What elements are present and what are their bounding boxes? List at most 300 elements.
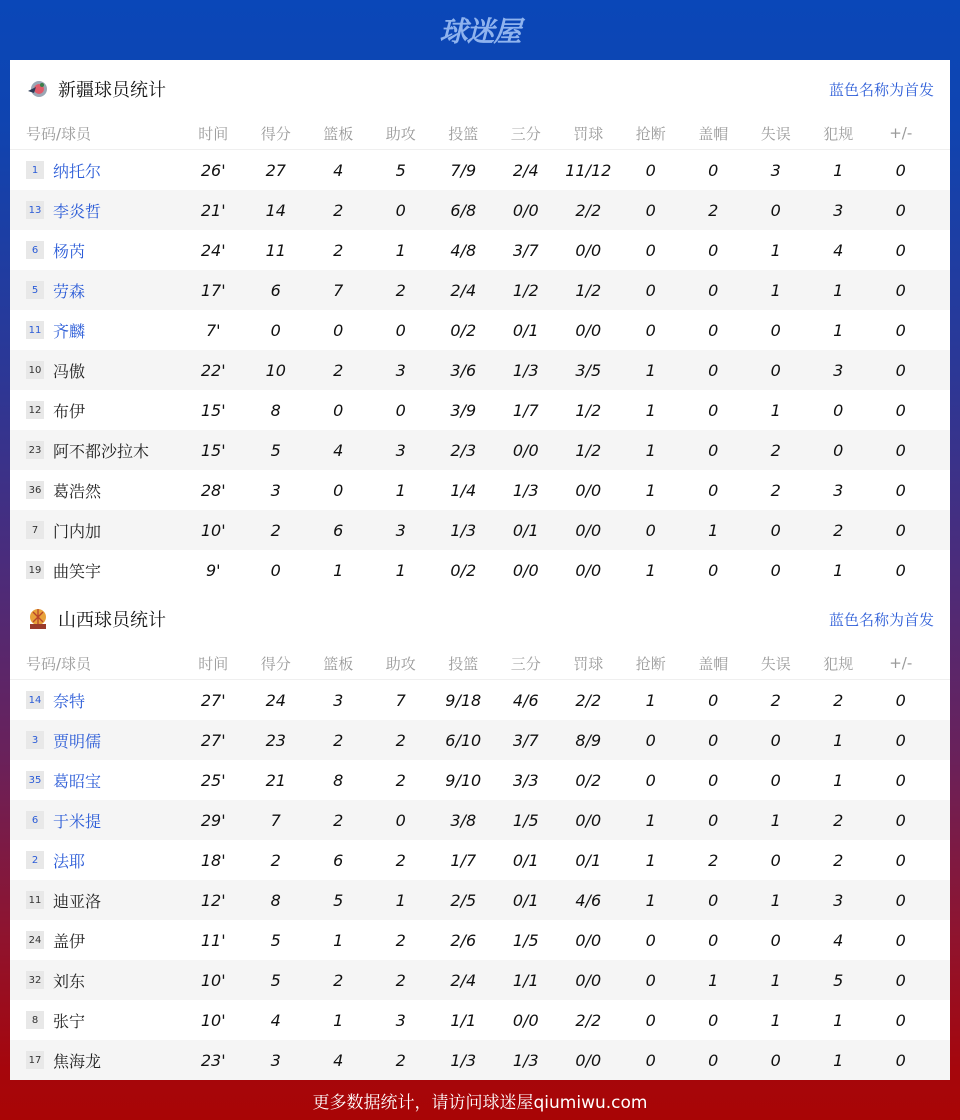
player-cell	[10, 519, 182, 542]
stat-cell: 3/8	[450, 810, 477, 830]
table-row[interactable]	[10, 720, 950, 760]
jersey-number-badge: 7	[26, 521, 44, 539]
stat-cell: 0	[833, 400, 844, 420]
table-row[interactable]	[10, 680, 950, 720]
stat-cell: 0	[645, 200, 656, 220]
stat-cell: 0/1	[512, 890, 539, 910]
stat-cell: 11	[265, 240, 286, 260]
stat-cell: 0	[770, 320, 781, 340]
player-name-link[interactable]: 曲笑宇	[53, 561, 102, 581]
stat-cell: 2	[770, 690, 781, 710]
stat-cell: 9/10	[445, 770, 482, 790]
stat-cell: 2	[270, 850, 281, 870]
stat-cell: 5	[270, 440, 281, 460]
player-name-link[interactable]: 葛浩然	[53, 481, 102, 501]
stat-cell: 1	[833, 280, 844, 300]
column-header: 得分	[260, 124, 291, 143]
stat-cell: 0	[645, 1010, 656, 1030]
stat-cell: 3	[770, 160, 781, 180]
stat-cell: 0	[895, 690, 906, 710]
player-cell	[10, 439, 182, 462]
jersey-number-badge: 12	[26, 401, 44, 419]
stat-cell: 1/4	[450, 480, 477, 500]
stat-cell: 1	[833, 730, 844, 750]
starter-legend-note: 蓝色名称为首发	[828, 80, 934, 99]
stat-cell: 9/18	[445, 690, 482, 710]
column-header: 盖帽	[698, 654, 729, 673]
stat-cell: 3	[395, 440, 406, 460]
player-cell	[10, 849, 182, 872]
stat-cell: 1/5	[512, 810, 539, 830]
stat-cell: 0	[645, 280, 656, 300]
player-name-link[interactable]: 纳托尔	[53, 161, 102, 181]
stat-cell: 7	[270, 810, 281, 830]
stat-cell: 0	[895, 200, 906, 220]
stat-cell: 1	[645, 480, 656, 500]
shanxi-team-logo-icon	[26, 607, 50, 631]
stat-cell: 4/8	[450, 240, 477, 260]
stat-cell: 2	[833, 810, 844, 830]
stat-cell: 2	[333, 730, 344, 750]
stat-cell: 0	[645, 970, 656, 990]
stat-cell: 0	[708, 240, 719, 260]
stat-cell: 0/0	[575, 560, 602, 580]
stat-cell: 0	[770, 930, 781, 950]
stat-cell: 1/5	[512, 930, 539, 950]
stat-cell: 1	[770, 970, 781, 990]
player-name-link[interactable]: 李炎哲	[53, 201, 102, 221]
jersey-number-badge: 3	[26, 731, 44, 749]
stat-cell: 0	[708, 320, 719, 340]
player-name-link[interactable]: 劳森	[53, 281, 86, 301]
stat-cell: 1	[708, 520, 719, 540]
team-panel-xinjiang	[10, 60, 950, 590]
stat-cell: 1	[645, 850, 656, 870]
stat-cell: 2	[770, 440, 781, 460]
stat-cell: 2/2	[575, 200, 602, 220]
stat-cell: 10'	[200, 1010, 226, 1030]
team-panel-shanxi	[10, 590, 950, 1080]
stat-cell: 0/0	[512, 560, 539, 580]
stat-cell: 4/6	[512, 690, 539, 710]
stat-cell: 0	[895, 160, 906, 180]
stat-cell: 0	[645, 520, 656, 540]
player-name-link[interactable]: 阿不都沙拉木	[53, 441, 150, 461]
stat-cell: 1	[770, 280, 781, 300]
column-header: 三分	[510, 654, 541, 673]
stat-cell: 1	[770, 810, 781, 830]
stat-cell: 3	[395, 1010, 406, 1030]
table-row[interactable]	[10, 550, 950, 590]
column-header: 得分	[260, 654, 291, 673]
stat-cell: 1	[770, 890, 781, 910]
stat-cell: 2	[395, 280, 406, 300]
jersey-number-badge: 14	[26, 691, 44, 709]
player-cell	[10, 159, 182, 182]
player-cell	[10, 239, 182, 262]
stat-cell: 0	[708, 160, 719, 180]
stat-cell: 2	[333, 360, 344, 380]
stat-cell: 0	[770, 560, 781, 580]
stat-cell: 0/2	[450, 320, 477, 340]
stat-cell: 5	[833, 970, 844, 990]
stat-cell: 27'	[200, 690, 226, 710]
stat-cell: 0	[895, 730, 906, 750]
jersey-number-badge: 11	[26, 891, 44, 909]
player-cell	[10, 729, 182, 752]
stat-cell: 0	[270, 560, 281, 580]
table-row[interactable]	[10, 800, 950, 840]
table-row[interactable]	[10, 430, 950, 470]
stat-cell: 0/0	[512, 200, 539, 220]
stat-cell: 0	[645, 160, 656, 180]
stat-cell: 0	[333, 400, 344, 420]
stat-cell: 0/2	[450, 560, 477, 580]
stat-cell: 0	[645, 730, 656, 750]
stat-cell: 2	[833, 520, 844, 540]
stat-cell: 0/0	[575, 1050, 602, 1070]
jersey-number-badge: 6	[26, 811, 44, 829]
stat-cell: 0	[833, 440, 844, 460]
stat-cell: 1/7	[450, 850, 477, 870]
stat-cell: 0	[395, 320, 406, 340]
stat-cell: 0	[645, 930, 656, 950]
stat-cell: 2	[395, 730, 406, 750]
stat-cell: 3	[395, 360, 406, 380]
player-cell	[10, 769, 182, 792]
table-row[interactable]	[10, 880, 950, 920]
stat-cell: 22'	[200, 360, 226, 380]
column-header: 号码/球员	[26, 654, 92, 673]
player-name-link[interactable]: 刘东	[53, 971, 86, 991]
stat-cell: 0	[708, 400, 719, 420]
stat-cell: 8/9	[575, 730, 602, 750]
stat-cell: 0/0	[575, 240, 602, 260]
table-header-row	[10, 648, 950, 680]
stat-cell: 0/0	[575, 930, 602, 950]
stat-cell: 2/2	[575, 690, 602, 710]
jersey-number-badge: 17	[26, 1051, 44, 1069]
player-name-link[interactable]: 葛昭宝	[53, 771, 102, 791]
stat-cell: 1	[395, 560, 406, 580]
stat-cell: 6/8	[450, 200, 477, 220]
column-header: 时间	[198, 124, 229, 143]
stat-cell: 23'	[200, 1050, 226, 1070]
player-cell	[10, 889, 182, 912]
stat-cell: 10'	[200, 970, 226, 990]
stat-cell: 1	[833, 1050, 844, 1070]
stat-cell: 3/3	[512, 770, 539, 790]
jersey-number-badge: 13	[26, 201, 44, 219]
stat-cell: 0	[770, 200, 781, 220]
stat-cell: 1	[395, 240, 406, 260]
jersey-number-badge: 1	[26, 161, 44, 179]
stat-cell: 7'	[205, 320, 221, 340]
stat-cell: 1	[395, 480, 406, 500]
player-name-link[interactable]: 门内加	[53, 521, 102, 541]
stat-cell: 1	[645, 360, 656, 380]
stat-cell: 1/2	[512, 280, 539, 300]
stat-cell: 0	[708, 930, 719, 950]
column-header: 盖帽	[698, 124, 729, 143]
stat-cell: 0/0	[512, 440, 539, 460]
stat-cell: 21	[265, 770, 286, 790]
stat-cell: 3/7	[512, 730, 539, 750]
column-header: 投篮	[448, 654, 479, 673]
table-row[interactable]	[10, 510, 950, 550]
site-logo[interactable]: 球迷屋	[439, 15, 521, 48]
jersey-number-badge: 24	[26, 931, 44, 949]
stat-cell: 4	[833, 930, 844, 950]
table-row[interactable]	[10, 230, 950, 270]
stat-cell: 29'	[200, 810, 226, 830]
stat-cell: 2/4	[512, 160, 539, 180]
stat-cell: 0/1	[512, 320, 539, 340]
stat-cell: 15'	[200, 400, 226, 420]
stat-cell: 10'	[200, 520, 226, 540]
stat-cell: 1	[395, 890, 406, 910]
stat-cell: 1/2	[575, 400, 602, 420]
stat-cell: 0	[395, 400, 406, 420]
stat-cell: 6	[270, 280, 281, 300]
stat-cell: 2	[770, 480, 781, 500]
stat-cell: 2	[395, 930, 406, 950]
jersey-number-badge: 35	[26, 771, 44, 789]
player-name-link[interactable]: 迪亚洛	[53, 891, 102, 911]
stat-cell: 0	[708, 730, 719, 750]
stat-cell: 6	[333, 520, 344, 540]
xinjiang-team-logo-icon	[26, 77, 50, 101]
jersey-number-badge: 2	[26, 851, 44, 869]
team-header	[10, 590, 950, 648]
footer-banner	[0, 1080, 960, 1120]
stat-cell: 0/1	[575, 850, 602, 870]
stat-cell: 2	[333, 240, 344, 260]
player-name-link[interactable]: 布伊	[53, 401, 86, 421]
jersey-number-badge: 8	[26, 1011, 44, 1029]
stat-cell: 24'	[200, 240, 226, 260]
stat-cell: 5	[270, 930, 281, 950]
stat-cell: 7	[395, 690, 406, 710]
player-cell	[10, 319, 182, 342]
stat-cell: 0	[333, 480, 344, 500]
table-row[interactable]	[10, 310, 950, 350]
stat-cell: 1	[645, 440, 656, 460]
table-row[interactable]	[10, 350, 950, 390]
column-header: 时间	[198, 654, 229, 673]
stat-cell: 15'	[200, 440, 226, 460]
stat-cell: 0	[708, 1050, 719, 1070]
player-name-link[interactable]: 焦海龙	[53, 1051, 102, 1071]
stat-cell: 3	[270, 1050, 281, 1070]
stat-cell: 0	[708, 480, 719, 500]
stat-cell: 14	[265, 200, 286, 220]
stat-cell: 2	[708, 200, 719, 220]
stat-cell: 0	[895, 440, 906, 460]
stat-cell: 0	[895, 480, 906, 500]
stat-cell: 2/2	[575, 1010, 602, 1030]
stat-cell: 1/3	[512, 1050, 539, 1070]
jersey-number-badge: 19	[26, 561, 44, 579]
player-name-link[interactable]: 齐麟	[53, 321, 86, 341]
player-cell	[10, 279, 182, 302]
stat-cell: 1	[708, 970, 719, 990]
player-name-link[interactable]: 张宁	[53, 1011, 86, 1031]
table-row[interactable]	[10, 1040, 950, 1080]
column-header: 抢断	[635, 124, 666, 143]
stat-cell: 1/3	[512, 480, 539, 500]
stat-cell: 0	[770, 730, 781, 750]
stat-cell: 0	[770, 520, 781, 540]
stat-cell: 0	[895, 970, 906, 990]
stat-cell: 2	[395, 970, 406, 990]
stat-cell: 3	[833, 890, 844, 910]
player-name-link[interactable]: 贾明儒	[53, 731, 102, 751]
stat-cell: 0	[708, 810, 719, 830]
stat-cell: 0/1	[512, 850, 539, 870]
stat-cell: 1	[833, 770, 844, 790]
column-header: +/-	[889, 654, 913, 672]
stat-cell: 0	[895, 930, 906, 950]
stat-cell: 1	[333, 1010, 344, 1030]
stat-cell: 0	[708, 890, 719, 910]
player-cell	[10, 689, 182, 712]
stat-cell: 11'	[200, 930, 226, 950]
stat-cell: 0/0	[575, 970, 602, 990]
stat-cell: 2	[333, 970, 344, 990]
column-header: 三分	[510, 124, 541, 143]
stat-cell: 0	[708, 360, 719, 380]
stat-cell: 0	[333, 320, 344, 340]
player-name-link[interactable]: 杨芮	[53, 241, 86, 261]
column-header: 失误	[760, 654, 791, 673]
stat-cell: 1/3	[450, 520, 477, 540]
table-row[interactable]	[10, 760, 950, 800]
table-row[interactable]	[10, 470, 950, 510]
stat-cell: 1/2	[575, 280, 602, 300]
stat-cell: 1	[770, 400, 781, 420]
player-name-link[interactable]: 盖伊	[53, 931, 86, 951]
player-cell	[10, 1009, 182, 1032]
jersey-number-badge: 6	[26, 241, 44, 259]
stat-cell: 2	[395, 850, 406, 870]
jersey-number-badge: 23	[26, 441, 44, 459]
player-name-link[interactable]: 于米提	[53, 811, 102, 831]
player-name-link[interactable]: 奈特	[53, 691, 86, 711]
stat-cell: 4/6	[575, 890, 602, 910]
stat-cell: 0	[895, 240, 906, 260]
stat-cell: 0	[770, 850, 781, 870]
stat-cell: 27'	[200, 730, 226, 750]
table-row[interactable]	[10, 920, 950, 960]
team-header	[10, 60, 950, 118]
column-header: 篮板	[323, 654, 354, 673]
stat-cell: 1/2	[575, 440, 602, 460]
stat-cell: 26'	[200, 160, 226, 180]
stat-cell: 18'	[200, 850, 226, 870]
player-cell	[10, 809, 182, 832]
jersey-number-badge: 36	[26, 481, 44, 499]
stat-cell: 0/1	[512, 520, 539, 540]
stat-cell: 0	[895, 1050, 906, 1070]
column-header: +/-	[889, 124, 913, 142]
site-header	[0, 0, 960, 60]
stat-cell: 1	[333, 560, 344, 580]
table-header-row	[10, 118, 950, 150]
table-row[interactable]	[10, 1000, 950, 1040]
table-row[interactable]	[10, 190, 950, 230]
stat-cell: 2/4	[450, 970, 477, 990]
column-header: 犯规	[823, 124, 854, 143]
stat-cell: 1	[833, 320, 844, 340]
stat-cell: 0	[645, 320, 656, 340]
column-header: 助攻	[385, 124, 416, 143]
stat-cell: 0	[895, 770, 906, 790]
stat-cell: 0	[770, 1050, 781, 1070]
jersey-number-badge: 5	[26, 281, 44, 299]
stat-cell: 1	[645, 690, 656, 710]
stat-cell: 27	[265, 160, 286, 180]
jersey-number-badge: 11	[26, 321, 44, 339]
stat-cell: 25'	[200, 770, 226, 790]
stat-cell: 2	[708, 850, 719, 870]
player-cell	[10, 399, 182, 422]
table-row[interactable]	[10, 840, 950, 880]
team-title: 新疆球员统计	[58, 80, 166, 101]
column-header: 篮板	[323, 124, 354, 143]
stat-cell: 0	[708, 690, 719, 710]
footer-text[interactable]: 更多数据统计，请访问球迷屋qiumiwu.com	[312, 1092, 648, 1113]
column-header: 罚球	[573, 124, 604, 143]
stat-cell: 0	[895, 560, 906, 580]
stat-cell: 8	[270, 890, 281, 910]
stat-cell: 12'	[200, 890, 226, 910]
stat-cell: 0	[708, 440, 719, 460]
player-cell	[10, 359, 182, 382]
column-header: 抢断	[635, 654, 666, 673]
stat-cell: 0/0	[575, 810, 602, 830]
stat-cell: 8	[333, 770, 344, 790]
stat-cell: 7/9	[450, 160, 477, 180]
player-cell	[10, 969, 182, 992]
stat-cell: 4	[833, 240, 844, 260]
player-name-link[interactable]: 法耶	[53, 851, 86, 871]
stat-cell: 1	[833, 160, 844, 180]
player-cell	[10, 479, 182, 502]
table-row[interactable]	[10, 270, 950, 310]
stat-cell: 5	[395, 160, 406, 180]
stat-cell: 0/0	[575, 480, 602, 500]
stat-cell: 2	[833, 850, 844, 870]
starter-legend-note: 蓝色名称为首发	[828, 610, 934, 629]
player-name-link[interactable]: 冯傲	[53, 361, 86, 381]
stat-cell: 4	[333, 440, 344, 460]
stat-cell: 3	[270, 480, 281, 500]
stat-cell: 2/5	[450, 890, 477, 910]
stat-cell: 4	[270, 1010, 281, 1030]
stat-cell: 3	[833, 360, 844, 380]
stat-cell: 0	[708, 560, 719, 580]
table-row[interactable]	[10, 960, 950, 1000]
stat-cell: 0/2	[575, 770, 602, 790]
stat-cell: 5	[333, 890, 344, 910]
table-row[interactable]	[10, 150, 950, 190]
stat-cell: 9'	[205, 560, 221, 580]
stat-cell: 0	[895, 400, 906, 420]
stat-cell: 3	[333, 690, 344, 710]
table-row[interactable]	[10, 390, 950, 430]
stat-cell: 1	[833, 560, 844, 580]
